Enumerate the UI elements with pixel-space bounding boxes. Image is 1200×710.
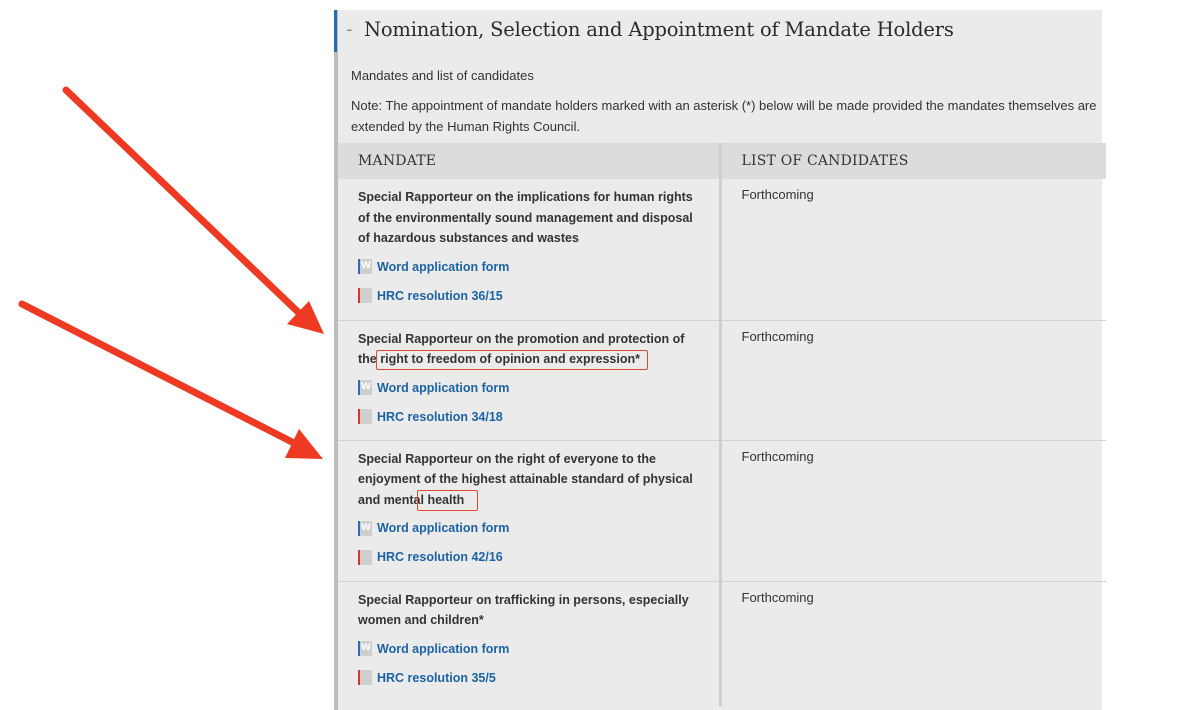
word-document-icon: W <box>358 259 372 274</box>
word-document-icon: W <box>358 641 372 656</box>
candidates-status: Forthcoming <box>741 328 814 344</box>
word-application-form-link[interactable]: Word application form <box>377 380 510 395</box>
candidates-status: Forthcoming <box>741 589 814 605</box>
candidates-status: Forthcoming <box>741 187 814 202</box>
pdf-document-icon <box>358 550 372 565</box>
resolution-link[interactable]: HRC resolution 34/18 <box>377 409 503 424</box>
candidates-status: Forthcoming <box>741 448 814 464</box>
table-row <box>338 179 1106 320</box>
word-application-form-link[interactable]: Word application form <box>377 521 510 535</box>
mandate-cell <box>338 320 720 440</box>
pdf-document-icon <box>358 409 372 424</box>
mandate-title <box>358 329 705 370</box>
note-text: Note: The appointment of mandate holders marked with an asterisk (*) below will be made provided the mandates themselves are extended by the Human Rights Council. <box>351 98 1097 134</box>
resolution-link[interactable]: HRC resolution 35/5 <box>377 670 496 685</box>
table-row <box>338 320 1106 440</box>
word-document-icon: W <box>358 380 372 395</box>
candidates-cell <box>720 440 1106 581</box>
table-row <box>338 440 1106 581</box>
mandate-title <box>358 449 705 511</box>
arrow-lower <box>22 304 323 459</box>
section-header[interactable] <box>338 10 1102 52</box>
highlight-box <box>376 350 648 370</box>
mandates-table <box>338 143 1106 706</box>
collapse-toggle-icon[interactable]: - <box>346 19 353 40</box>
highlighted-mandate-text: health <box>427 493 464 507</box>
table-row <box>338 581 1106 706</box>
mandate-title-text: Special Rapporteur on the promotion and protection of the <box>358 331 685 366</box>
intro-text: Mandates and list of candidates <box>351 68 534 83</box>
section-accent-bar <box>334 10 337 52</box>
candidates-cell <box>720 179 1106 320</box>
mandate-title-text: Special Rapporteur on the right of everyone to the enjoyment of the highest attainable standard of physical and mental <box>358 451 693 507</box>
resolution-link[interactable]: HRC resolution 42/16 <box>377 550 503 564</box>
mandates-panel <box>334 10 1102 710</box>
word-application-form-link[interactable]: Word application form <box>377 641 510 656</box>
mandate-title: Special Rapporteur on the implications for human rights of the environmentally sound management and disposal of hazardous substances and wastes <box>358 190 693 245</box>
mandate-cell <box>338 440 720 581</box>
highlighted-mandate-text: right to freedom of opinion and expression* <box>380 352 640 366</box>
candidates-cell <box>720 581 1106 706</box>
candidates-cell <box>720 320 1106 440</box>
highlight-box <box>417 490 478 511</box>
table-header-row <box>338 143 1106 179</box>
pdf-document-icon <box>358 288 372 303</box>
column-header-candidates: LIST OF CANDIDATES <box>720 143 1106 179</box>
word-document-icon: W <box>358 521 372 536</box>
resolution-link[interactable]: HRC resolution 36/15 <box>377 288 503 303</box>
mandate-cell <box>338 179 720 320</box>
word-application-form-link[interactable]: Word application form <box>377 259 510 274</box>
mandate-cell <box>338 581 720 706</box>
pdf-document-icon <box>358 670 372 685</box>
section-title: Nomination, Selection and Appointment of Mandate Holders <box>364 18 954 41</box>
mandate-title: Special Rapporteur on trafficking in persons, especially women and children* <box>358 592 689 627</box>
column-header-mandate: MANDATE <box>338 143 720 179</box>
arrow-upper <box>66 90 324 334</box>
